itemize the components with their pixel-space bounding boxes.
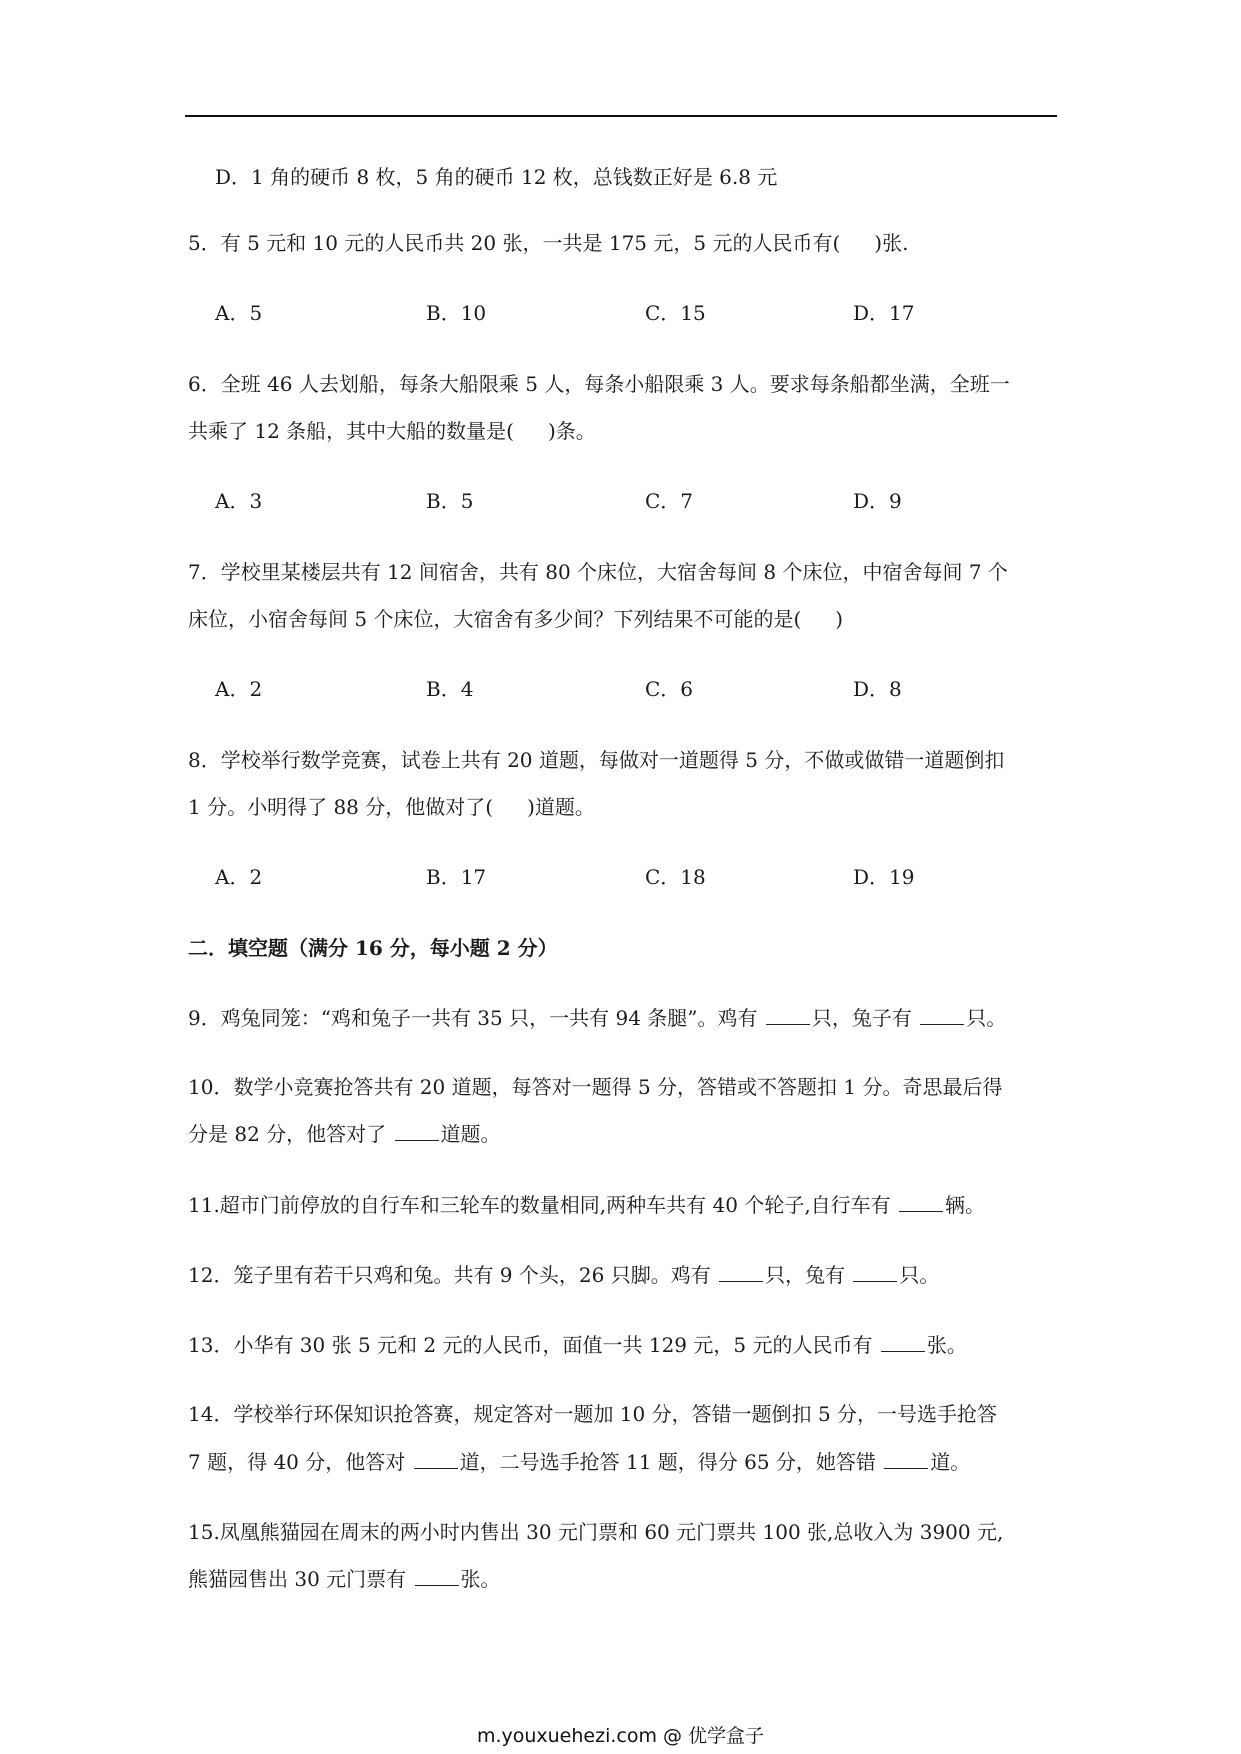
q7-line2-a: 床位，小宿舍每间 5 个床位，大宿舍有多少间？下列结果不可能的是(	[188, 607, 802, 631]
q9-text-b: 只，兔子有	[811, 1006, 919, 1030]
q9-blank-1[interactable]	[766, 1006, 810, 1025]
q15-line2-b: 张。	[460, 1567, 501, 1591]
q5-option-d: D．17	[853, 301, 915, 325]
q5-option-b: B．10	[426, 301, 487, 325]
q8-line2-a: 1 分。小明得了 88 分，他做对了(	[188, 795, 494, 819]
q5-stem	[188, 229, 908, 257]
footer-watermark: m.youxuehezi.com @ 优学盒子	[476, 1725, 765, 1747]
q11-text-b: 辆。	[945, 1193, 986, 1217]
q12-blank-2[interactable]	[853, 1263, 897, 1282]
q11	[188, 1191, 985, 1219]
q15-line2	[188, 1565, 501, 1593]
q12-text-b: 只，兔有	[765, 1263, 852, 1287]
q14-line1: 14．学校举行环保知识抢答赛，规定答对一题加 10 分，答错一题倒扣 5 分，一号选手抢答	[188, 1402, 998, 1426]
q6-option-a: A．3	[215, 489, 263, 513]
q6-option-c: C．7	[645, 489, 694, 513]
q11-blank[interactable]	[899, 1193, 943, 1212]
q14-line2	[188, 1448, 970, 1476]
q5-stem-b: )张.	[874, 231, 909, 255]
q6-option-d: D．9	[853, 489, 902, 513]
section-heading: 二．填空题（满分 16 分，每小题 2 分）	[188, 936, 558, 960]
q6-line1: 6．全班 46 人去划船，每条大船限乘 5 人，每条小船限乘 3 人。要求每条船都坐满，全班一	[188, 372, 1010, 396]
q14-line2-b: 道，二号选手抢答 11 题，得分 65 分，她答错	[459, 1450, 883, 1474]
q6-option-b: B．5	[426, 489, 474, 513]
q13-text-b: 张。	[926, 1333, 967, 1357]
q12-blank-1[interactable]	[719, 1263, 763, 1282]
q10-line2	[188, 1120, 501, 1148]
q8-option-b: B．17	[426, 865, 487, 889]
q6-line2-a: 共乘了 12 条船，其中大船的数量是(	[188, 419, 514, 443]
q15-blank[interactable]	[415, 1567, 459, 1586]
q10-line2-a: 分是 82 分，他答对了	[188, 1122, 393, 1146]
q7-line1: 7．学校里某楼层共有 12 间宿舍，共有 80 个床位，大宿舍每间 8 个床位，中宿舍每间 7 个	[188, 560, 1008, 584]
q8-option-d: D．19	[853, 865, 915, 889]
header-rule	[185, 115, 1057, 117]
q10-line1: 10．数学小竞赛抢答共有 20 道题，每答对一题得 5 分，答错或不答题扣 1 分。奇思最后得	[188, 1075, 1003, 1099]
q7-option-c: C．6	[645, 677, 694, 701]
q13	[188, 1331, 967, 1359]
q5-option-c: C．15	[645, 301, 706, 325]
q7-option-d: D．8	[853, 677, 902, 701]
q7-option-b: B．4	[426, 677, 474, 701]
q14-line2-c: 道。	[930, 1450, 971, 1474]
q15-line1: 15.凤凰熊猫园在周末的两小时内售出 30 元门票和 60 元门票共 100 张,总收入为 3900 元,	[188, 1520, 1004, 1544]
q8-line2-b: )道题。	[527, 795, 595, 819]
q12-text-c: 只。	[899, 1263, 940, 1287]
q9-blank-2[interactable]	[920, 1006, 964, 1025]
q8-line1: 8．学校举行数学竞赛，试卷上共有 20 道题，每做对一道题得 5 分，不做或做错一道题倒扣	[188, 748, 1005, 772]
q7-line2-b: )	[835, 607, 844, 631]
q12	[188, 1261, 939, 1289]
q13-text-a: 13．小华有 30 张 5 元和 2 元的人民币，面值一共 129 元，5 元的人民币有	[188, 1333, 879, 1357]
q14-blank-2[interactable]	[884, 1450, 928, 1469]
q5-stem-a: 5．有 5 元和 10 元的人民币共 20 张，一共是 175 元，5 元的人民币有(	[188, 231, 841, 255]
q10-line2-b: 道题。	[440, 1122, 501, 1146]
q8-line2	[188, 793, 595, 821]
q4-option-d: D．1 角的硬币 8 枚，5 角的硬币 12 枚，总钱数正好是 6.8 元	[215, 165, 778, 189]
q8-option-c: C．18	[645, 865, 706, 889]
q13-blank[interactable]	[881, 1333, 925, 1352]
q5-option-a: A．5	[215, 301, 263, 325]
q9-text-a: 9．鸡兔同笼：“鸡和兔子一共有 35 只，一共有 94 条腿”。鸡有	[188, 1006, 764, 1030]
q9-text-c: 只。	[966, 1006, 1007, 1030]
q6-line2-b: )条。	[547, 419, 596, 443]
q14-blank-1[interactable]	[414, 1450, 458, 1469]
q11-text-a: 11.超市门前停放的自行车和三轮车的数量相同,两种车共有 40 个轮子,自行车有	[188, 1193, 898, 1217]
q10-blank[interactable]	[395, 1122, 439, 1141]
q8-option-a: A．2	[215, 865, 263, 889]
q15-line2-a: 熊猫园售出 30 元门票有	[188, 1567, 413, 1591]
q14-line2-a: 7 题，得 40 分，他答对	[188, 1450, 412, 1474]
q6-line2	[188, 417, 596, 445]
q12-text-a: 12．笼子里有若干只鸡和兔。共有 9 个头，26 只脚。鸡有	[188, 1263, 718, 1287]
q7-line2	[188, 605, 843, 633]
q7-option-a: A．2	[215, 677, 263, 701]
q9	[188, 1004, 1006, 1032]
